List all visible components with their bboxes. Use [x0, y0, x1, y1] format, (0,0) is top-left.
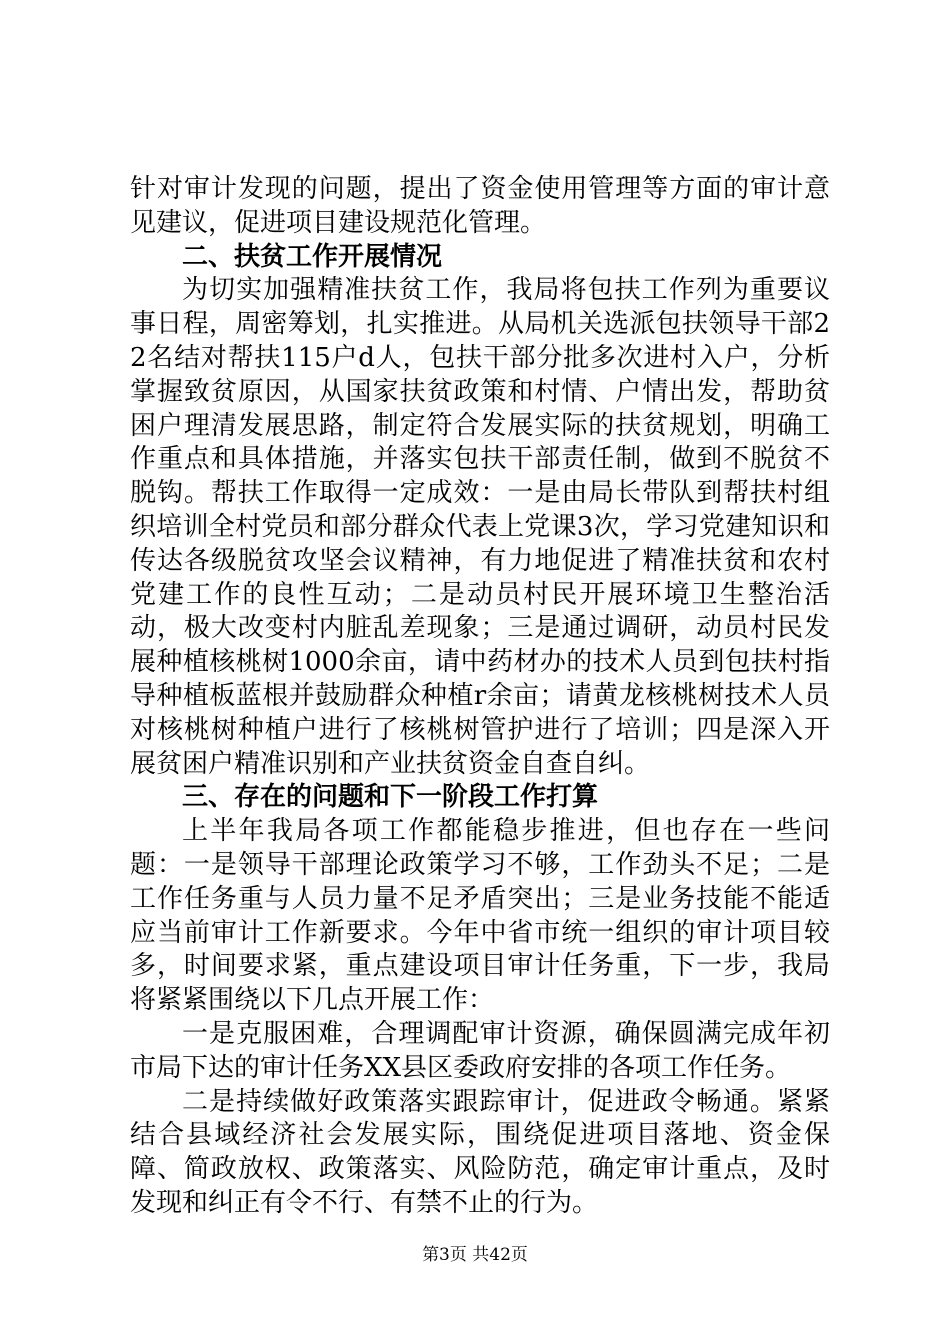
paragraph-problems: 上半年我局各项工作都能稳步推进，但也存在一些问题：一是领导干部理论政策学习不够，工作劲头不足；二是工作任务重与人员力量不足矛盾突出；三是业务技能不能适应当前审计工作新要求。今年中省市统一组织的审计项目较多，时间要求紧，重点建设项目审计任务重，下一步，我局将紧紧围绕以下几点开展工作： — [130, 816, 830, 1016]
paragraph-audit-suggestions: 针对审计发现的问题，提出了资金使用管理等方面的审计意见建议，促进项目建设规范化管理。 — [130, 174, 830, 238]
document-body — [130, 173, 830, 1221]
paragraph-poverty-alleviation: 为切实加强精准扶贫工作，我局将包扶工作列为重要议事日程，周密筹划，扎实推进。从局机关选派包扶领导干部22名结对帮扶115户d人，包扶干部分批多次进村入户，分析掌握致贫原因，从国家扶贫政策和村情、户情出发，帮助贫困户理清发展思路，制定符合发展实际的扶贫规划，明确工作重点和具体措施，并落实包扶干部责任制，做到不脱贫不脱钩。帮扶工作取得一定成效：一是由局长带队到帮扶村组织培训全村党员和部分群众代表上党课3次，学习党建知识和传达各级脱贫攻坚会议精神，有力地促进了精准扶贫和农村党建工作的良性互动；二是动员村民开展环境卫生整治活动，极大改变村内脏乱差现象；三是通过调研，动员村民发展种植核桃树1000余亩，请中药材办的技术人员到包扶村指导种植板蓝根并鼓励群众种植r余亩；请黄龙核桃树技术人员对核桃树种植户进行了核桃树管护进行了培训；四是深入开展贫困户精准识别和产业扶贫资金自查自纠。 — [130, 275, 830, 779]
section-heading-problems-next-steps: 三、存在的问题和下一阶段工作打算 — [182, 782, 599, 813]
page-footer: 第3页 共42页 — [422, 1245, 528, 1265]
paragraph-plan-two: 二是持续做好政策落实跟踪审计，促进政令畅通。紧紧结合县域经济社会发展实际，围绕促进项目落地、资金保障、简政放权、政策落实、风险防范，确定审计重点，及时发现和纠正有令不行、有禁不止的行为。 — [130, 1086, 830, 1218]
section-heading-poverty-alleviation: 二、扶贫工作开展情况 — [182, 241, 443, 272]
paragraph-plan-one: 一是克服困难，合理调配审计资源，确保圆满完成年初市局下达的审计任务XX县区委政府安排的各项工作任务。 — [130, 1018, 830, 1083]
